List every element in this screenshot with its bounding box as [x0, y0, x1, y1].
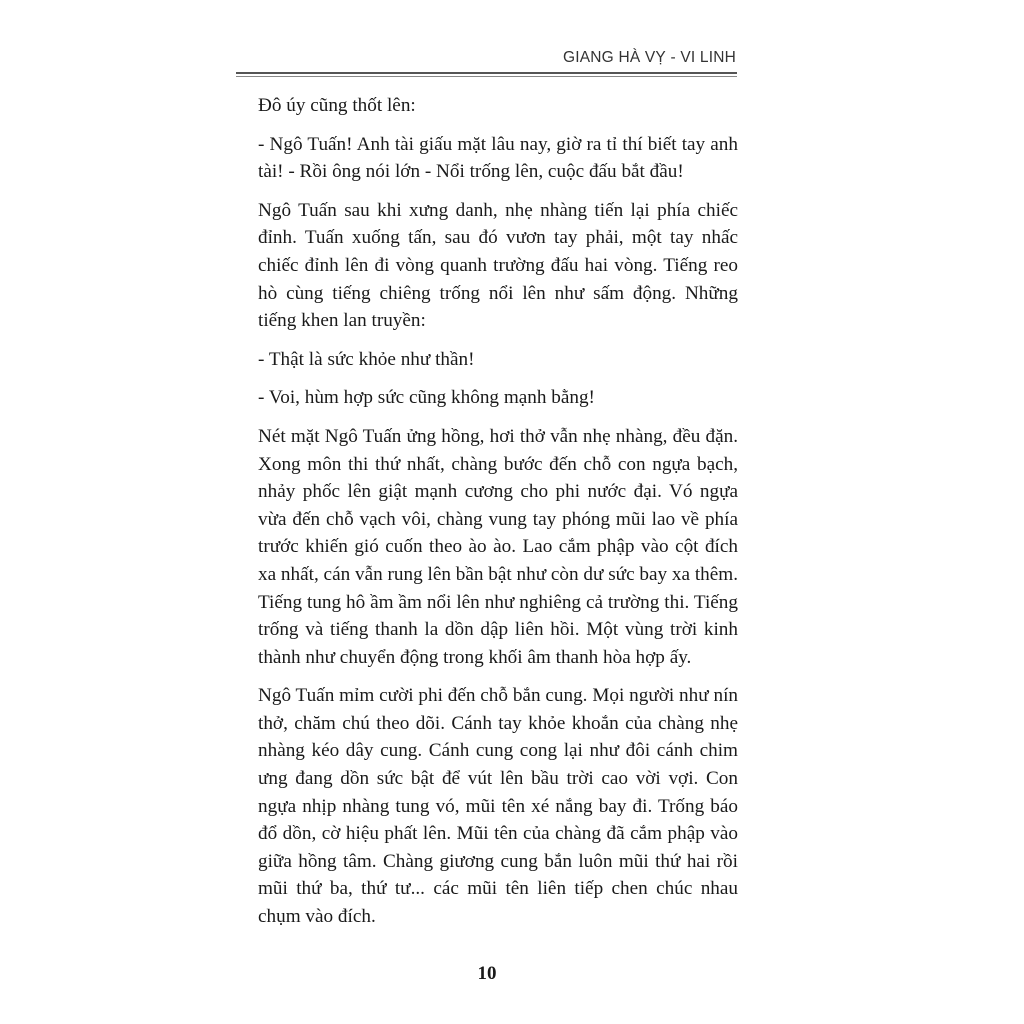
paragraph: - Ngô Tuấn! Anh tài giấu mặt lâu nay, giờ ra tỉ thí biết tay anh tài! - Rồi ông nói lớn - Nổi trống lên, cuộc đấu bắt đầu! — [258, 133, 738, 183]
page-number: 10 — [477, 963, 497, 984]
paragraph: Ngô Tuấn mỉm cười phi đến chỗ bắn cung. Mọi người như nín thở, chăm chú theo dõi. Cánh tay khỏe khoắn của chàng nhẹ nhàng kéo dây cung. Cánh cung cong lại như đôi cánh chim ưng đang dồn sức bật để vút lên bầu trời cao vời vợi. Con ngựa nhịp nhàng tung vó, mũi tên xé nắng bay đi. Trống báo đổ dồn, cờ hiệu phất lên. Mũi tên của chàng đã cắm phập vào giữa hồng tâm. Chàng giương cung bắn luôn mũi thứ hai rồi mũi thứ ba, thứ tư... các mũi tên liên tiếp chen chúc nhau chụm vào đích. — [258, 685, 738, 928]
header-rule-secondary — [236, 76, 737, 77]
body-text — [258, 92, 738, 942]
paragraph: - Thật là sức khỏe như thần! — [258, 348, 475, 370]
paragraph: Nét mặt Ngô Tuấn ửng hồng, hơi thở vẫn nhẹ nhàng, đều đặn. Xong môn thi thứ nhất, chàng bước đến chỗ con ngựa bạch, nhảy phốc lên giật mạnh cương cho phi nước đại. Vó ngựa vừa đến chỗ vạch vôi, chàng vung tay phóng mũi lao về phía trước khiến gió cuốn theo ào ào. Lao cắm phập vào cột đích xa nhất, cán vẫn rung lên bần bật như còn dư sức bay xa thêm. Tiếng tung hô ầm ầm nổi lên như nghiêng cả trường thi. Tiếng trống và tiếng thanh la dồn dập liên hồi. Một vùng trời kinh thành như chuyển động trong khối âm thanh hòa hợp ấy. — [258, 425, 738, 668]
paragraph: Đô úy cũng thốt lên: — [258, 95, 416, 116]
header-rule — [236, 72, 737, 74]
running-header: GIANG HÀ VỴ - VI LINH — [562, 49, 736, 66]
paragraph: Ngô Tuấn sau khi xưng danh, nhẹ nhàng tiến lại phía chiếc đỉnh. Tuấn xuống tấn, sau đó vươn tay phải, một tay nhấc chiếc đỉnh lên đi vòng quanh trường đấu hai vòng. Tiếng reo hò cùng tiếng chiêng trống nổi lên như sấm động. Những tiếng khen lan truyền: — [258, 199, 738, 332]
paragraph: - Voi, hùm hợp sức cũng không mạnh bằng! — [258, 387, 595, 409]
